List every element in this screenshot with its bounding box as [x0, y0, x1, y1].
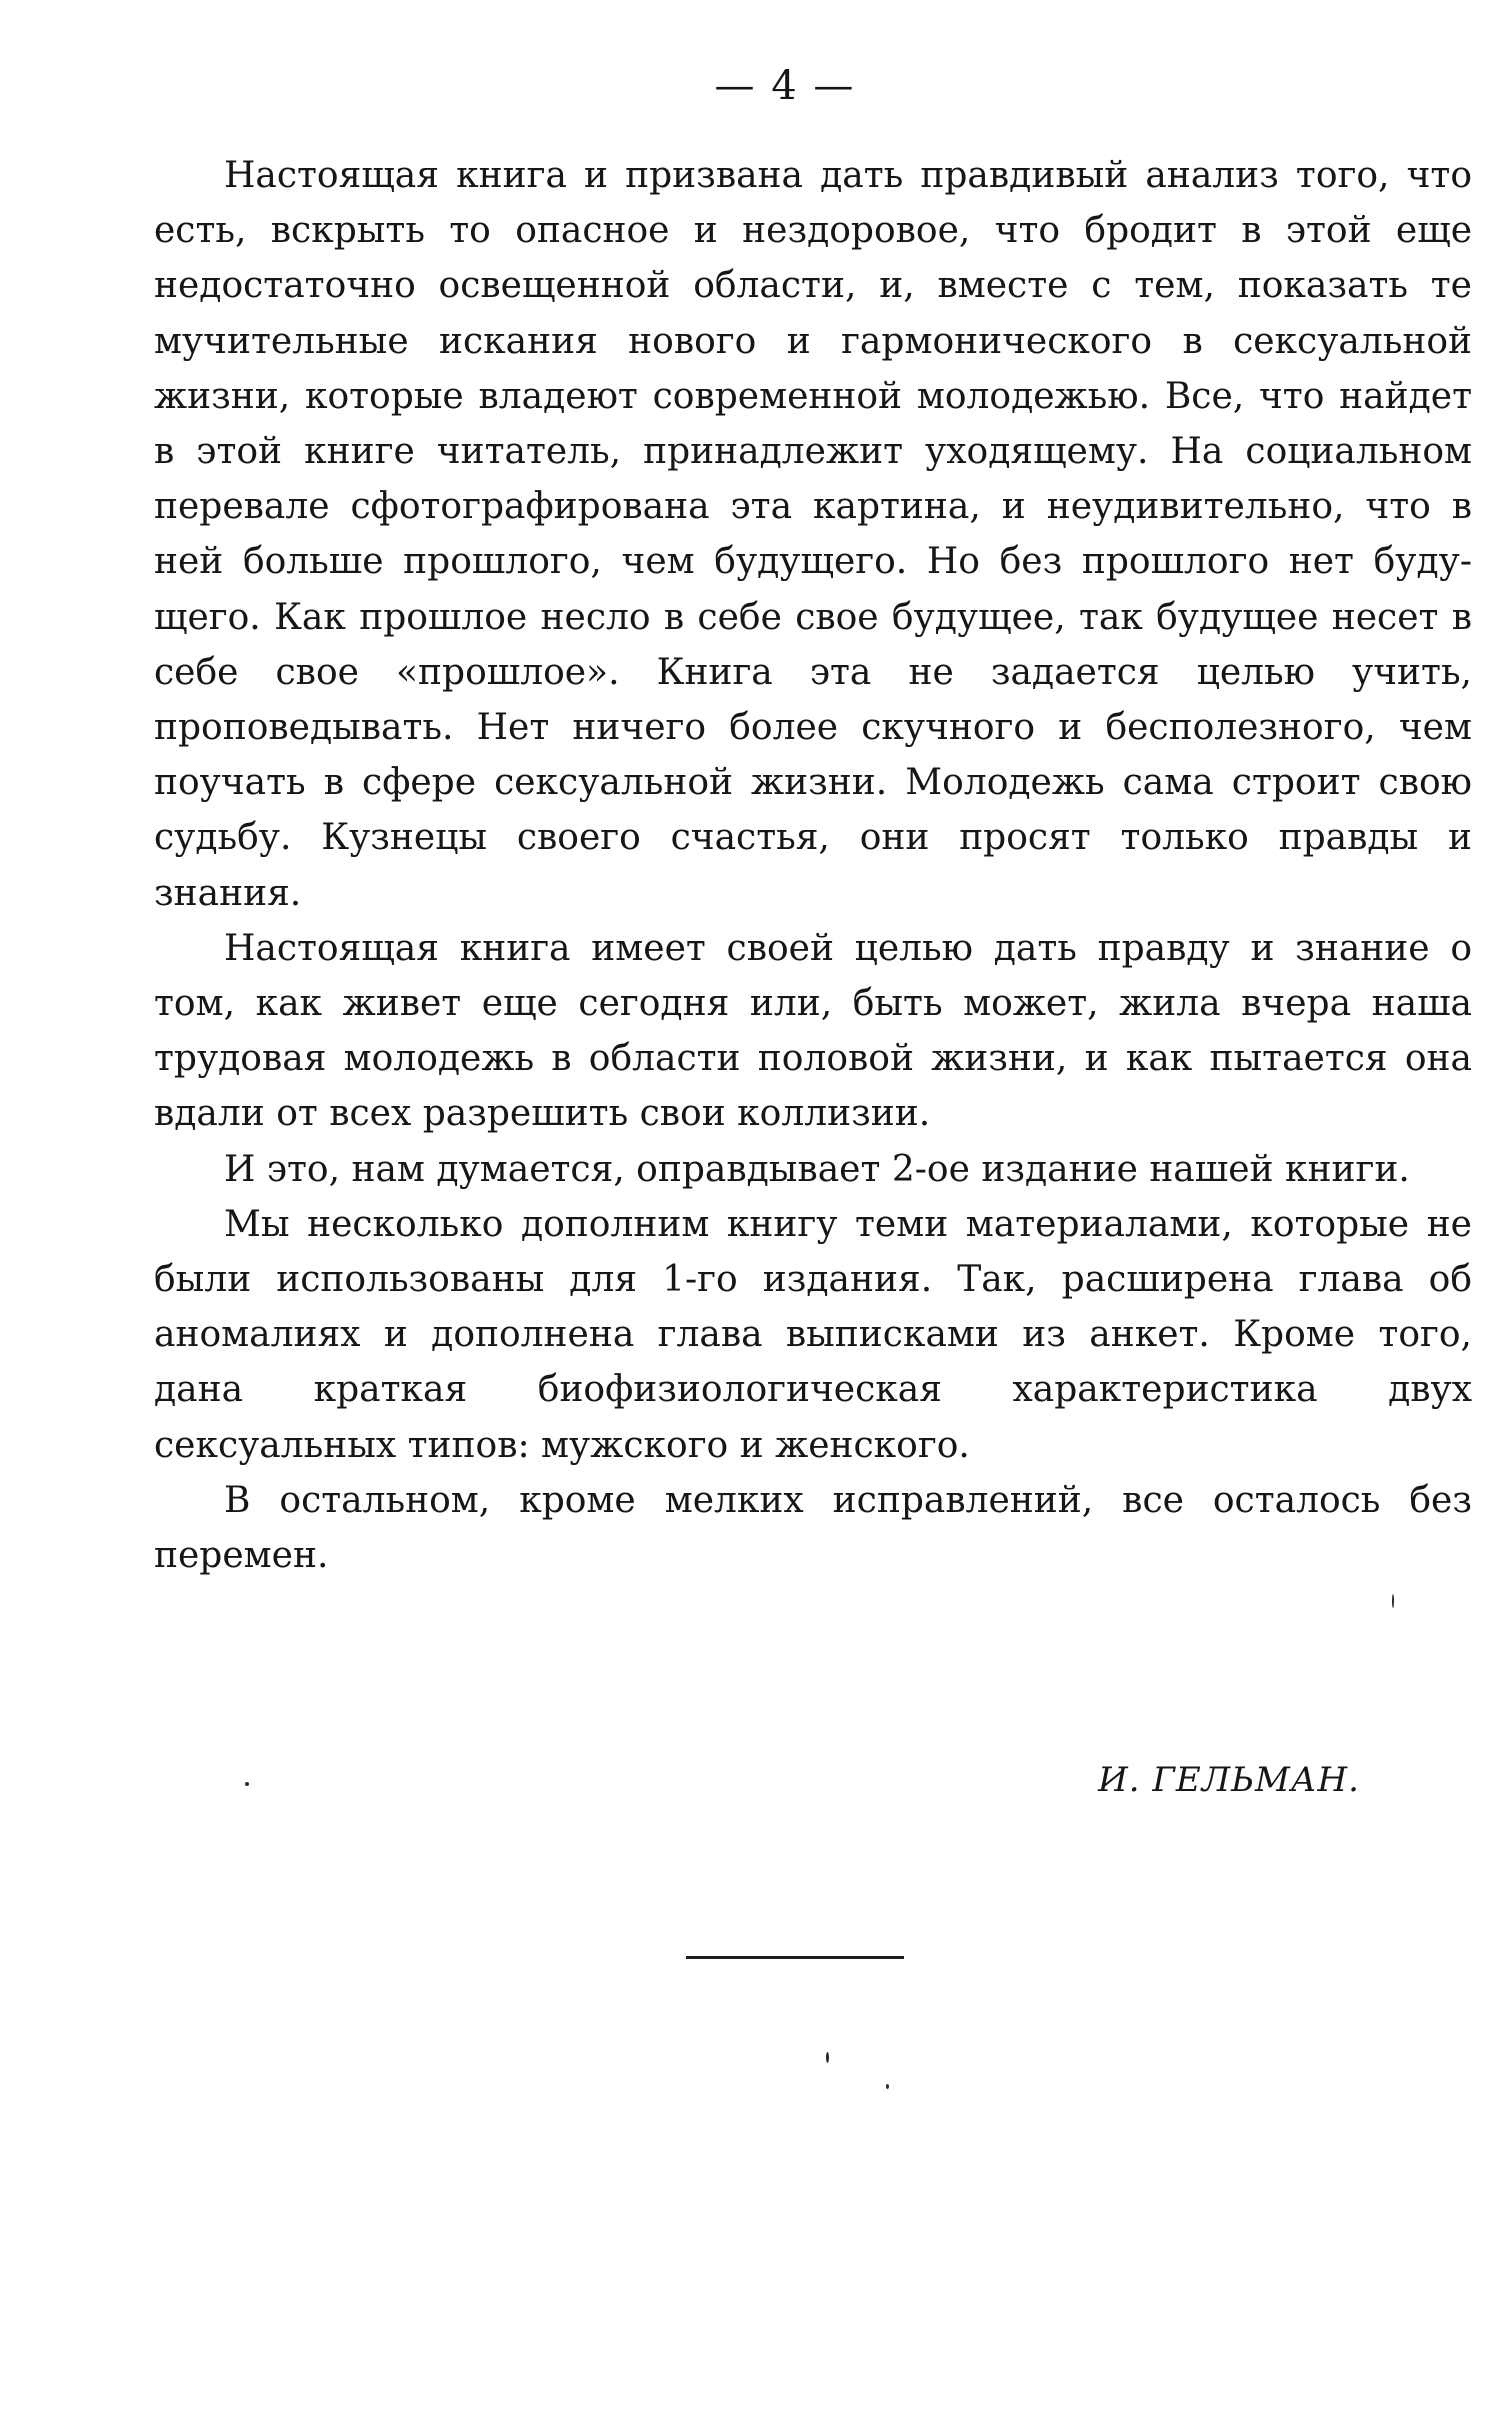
paragraph-additions: Мы несколько дополним книгу теми материалами, которые не были использованы для 1-го издания. Так, расширена глава об аномалиях и дополнена глава выписками из анкет. Кроме того, дана краткая биофизиологическая характеристика двух сексуальных типов: мужского и женского. — [154, 1203, 1472, 1466]
print-speck — [826, 2052, 829, 2063]
print-speck — [245, 1782, 249, 1786]
paragraph-no-changes: В остальном, кроме мелких исправлений, все осталось без перемен. — [154, 1479, 1472, 1577]
print-speck — [1392, 1594, 1394, 1608]
paragraph-second-edition: И это, нам думается, оправдывает 2-ое издание нашей книги. — [224, 1148, 1410, 1190]
page-number: — 4 — — [714, 63, 856, 109]
paragraph-analysis: Настоящая книга и призвана дать правдивый анализ того, что есть, вскрыть то опасное и нездоровое, что бродит в этой еще недостаточно освещенной области, и, вместе с тем, показать те мучительные искания нового и гармонического в сексуальной жизни, которые владеют современной молодежью. Все, что найдет в этой книге читатель, принадлежит уходящему. На социальном перевале сфотографирована эта картина, и неудивительно, что в ней больше прошлого, чем будущего. Но без прошлого нет будущего. Как прошлое несло в себе свое будущее, так будущее несет в себе свое «прошлое». Книга эта не задается целью учить, проповедывать. Нет ничего более скучного и бесполезного, чем поучать в сфере сексуальной жизни. Молодежь сама строит свою судьбу. Кузнецы своего счастья, они просят только правды и знания. — [154, 155, 1472, 914]
body-text — [154, 148, 1472, 1583]
section-end-rule — [686, 1956, 904, 1959]
author-signature: И. ГЕЛЬМАН. — [1098, 1760, 1360, 1800]
print-speck — [886, 2084, 889, 2089]
paragraph-purpose: Настоящая книга имеет своей целью дать правду и знание о том, как живет еще сегодня или, быть может, жила вчера наша трудовая молодежь в области половой жизни, и как пытается она вдали от всех разрешить свои коллизии. — [154, 927, 1472, 1135]
